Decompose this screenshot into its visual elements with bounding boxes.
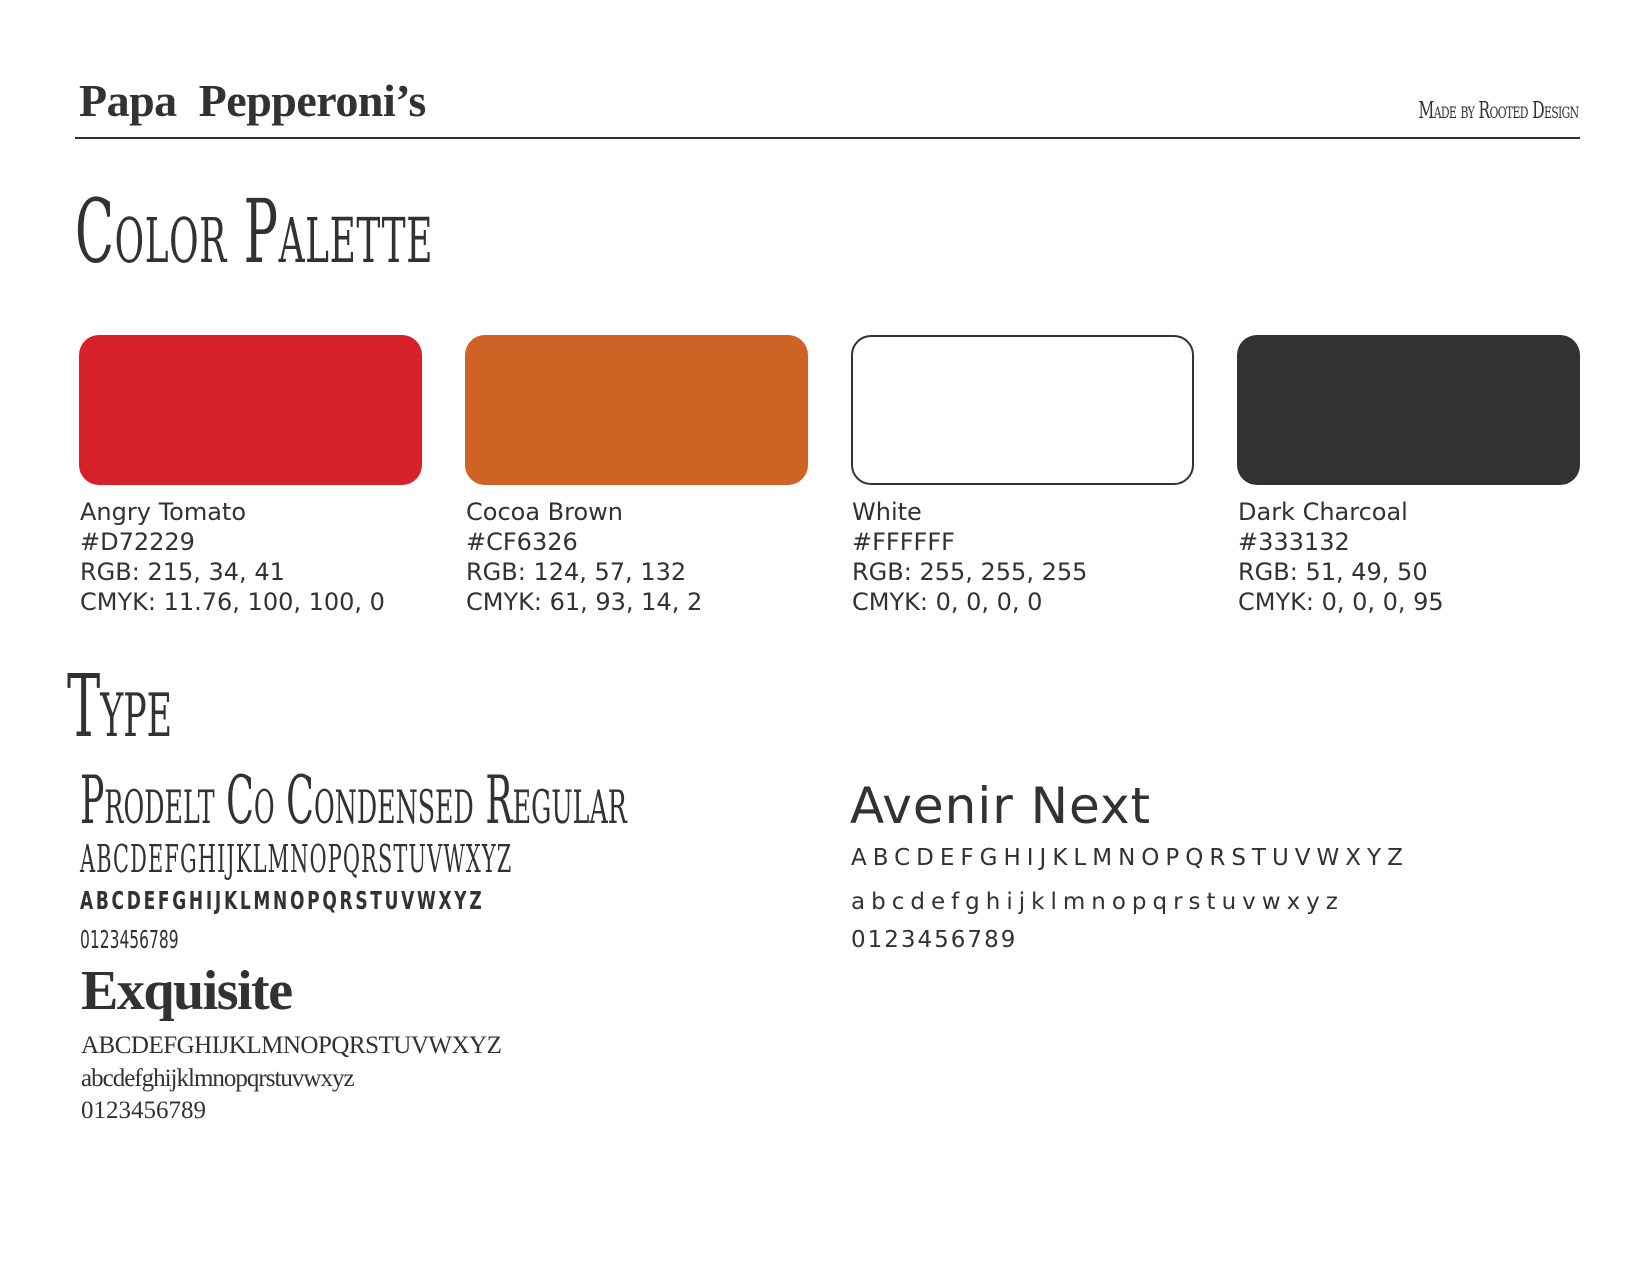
color-palette-title: Color Palette: [75, 180, 434, 283]
color-hex: #333132: [1238, 528, 1350, 556]
color-info-white: [852, 497, 1212, 617]
color-cmyk: CMYK: 61, 93, 14, 2: [466, 588, 703, 616]
swatch-angry-tomato: [79, 335, 422, 485]
avenir-uppercase-sample: ABCDEFGHIJKLMNOPQRSTUVWXYZ: [851, 845, 1409, 871]
color-info-cocoa-brown: [466, 497, 826, 617]
color-info-dark-charcoal: [1238, 497, 1598, 617]
color-cmyk: CMYK: 0, 0, 0, 0: [852, 588, 1043, 616]
swatch-white: [851, 335, 1194, 485]
color-rgb: RGB: 255, 255, 255: [852, 558, 1088, 586]
color-name: Dark Charcoal: [1238, 498, 1408, 526]
color-rgb: RGB: 124, 57, 132: [466, 558, 687, 586]
color-rgb: RGB: 51, 49, 50: [1238, 558, 1428, 586]
prodelt-lowercase-sample: ABCDEFGHIJKLMNOPQRSTUVWXYZ: [80, 886, 485, 915]
exquisite-uppercase-sample: ABCDEFGHIJKLMNOPQRSTUVWXYZ: [81, 1032, 502, 1059]
prodelt-uppercase-sample: ABCDEFGHIJKLMNOPQRSTUVWXYZ: [80, 837, 513, 881]
color-name: White: [852, 498, 922, 526]
swatch-cocoa-brown: [465, 335, 808, 485]
color-rgb: RGB: 215, 34, 41: [80, 558, 285, 586]
color-name: Cocoa Brown: [466, 498, 623, 526]
font-name-avenir: Avenir Next: [850, 777, 1152, 835]
color-name: Angry Tomato: [80, 498, 247, 526]
prodelt-numbers-sample: 0123456789: [80, 925, 179, 954]
color-hex: #CF6326: [466, 528, 578, 556]
font-name-prodelt: Prodelt Co Condensed Regular: [80, 762, 627, 839]
avenir-lowercase-sample: abcdefghijklmnopqrstuvwxyz: [851, 889, 1344, 915]
color-hex: #FFFFFF: [852, 528, 955, 556]
color-cmyk: CMYK: 0, 0, 0, 95: [1238, 588, 1444, 616]
color-hex: #D72229: [80, 528, 195, 556]
exquisite-numbers-sample: 0123456789: [81, 1097, 206, 1124]
color-info-angry-tomato: [80, 497, 440, 617]
made-by-credit: Made by Rooted Design: [1417, 98, 1578, 124]
type-title: Type: [67, 657, 173, 757]
font-name-exquisite: Exquisite: [81, 960, 292, 1022]
swatch-dark-charcoal: [1237, 335, 1580, 485]
color-cmyk: CMYK: 11.76, 100, 100, 0: [80, 588, 385, 616]
avenir-numbers-sample: 0123456789: [851, 927, 1018, 953]
page-header: [75, 70, 1580, 139]
brand-name: Papa Pepperoni’s: [79, 75, 426, 126]
exquisite-lowercase-sample: abcdefghijklmnopqrstuvwxyz: [81, 1065, 354, 1092]
